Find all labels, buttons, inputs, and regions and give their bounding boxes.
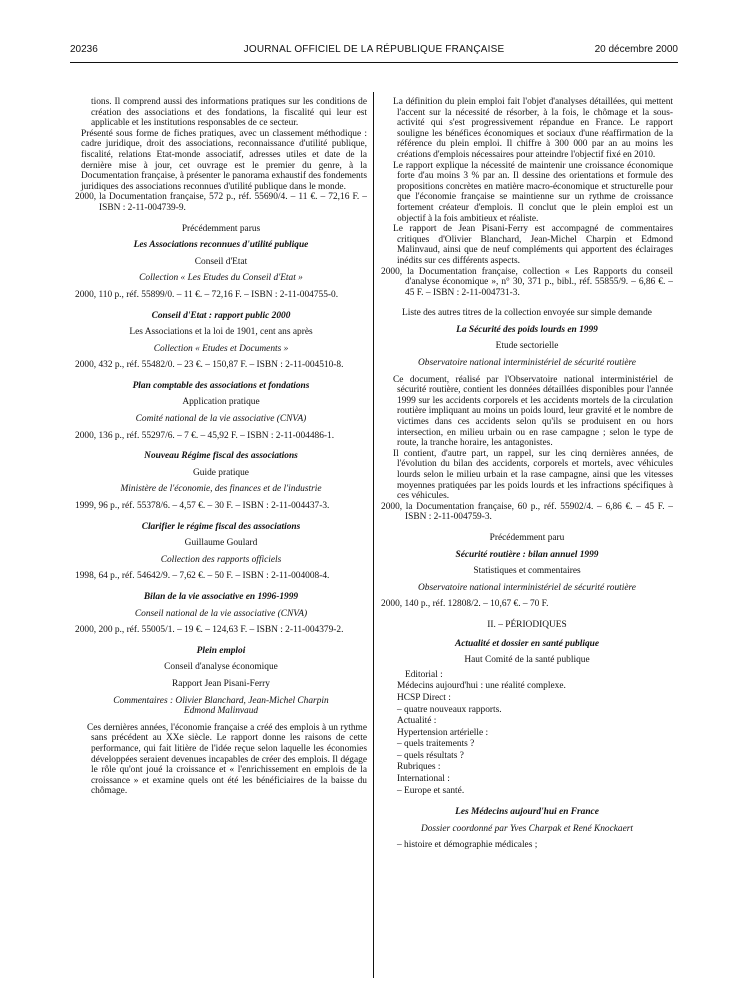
book-author: Guillaume Goulard <box>184 538 258 549</box>
contents-line: – quels traitements ? <box>397 739 475 750</box>
book-title: Les Associations reconnues d'utilité publique <box>133 240 309 251</box>
book-reference: 2000, 110 p., réf. 55899/0. – 11 €. – 72,16 F. – ISBN : 2-11-004755-0. <box>75 289 339 300</box>
contents-line: Editorial : <box>405 669 443 680</box>
book-subtitle: Guide pratique <box>193 467 249 478</box>
intro-paragraph-1: tions. Il comprend aussi des informations pratiques sur les conditions de création des associations et des fondations, la fiscalité qui leur est applicable et les institutions responsables de ce secteur. <box>91 97 367 129</box>
book-collection: Collection « Etudes et Documents » <box>153 343 289 354</box>
book-title: Bilan de la vie associative en 1996-1999 <box>143 592 299 602</box>
book-reference: 2000, 140 p., réf. 12808/2. – 10,67 €. – 70 F. <box>381 599 549 610</box>
contents-line: HCSP Direct : <box>397 692 451 703</box>
precedemment-parus: Précédemment parus <box>181 223 261 234</box>
book-collection: Collection « Les Etudes du Conseil d'Etat » <box>139 273 303 284</box>
book-collection: Collection des rapports officiels <box>160 554 282 565</box>
book-subtitle: Statistiques et commentaires <box>473 566 581 577</box>
dossier-author: Dossier coordonné par Yves Charpak et René Knockaert <box>420 823 634 834</box>
plein-emploi-paragraph-1: La définition du plein emploi fait l'objet d'analyses détaillées, qui mettent l'accent sur la nécessité de résorber, à la fois, le chômage et la sous-activité qui s'est progressivement répandue en France. Le rapport souligne les bénéfices économiques et sociaux d'une réaffirmation de la référence du plein emploi. Il chiffre à 300 000 par an au moins les créations d'emplois nécessaires pour atteindre l'objectif fixé en 2010. <box>393 97 673 160</box>
intro-paragraph-2: Présenté sous forme de fiches pratiques, avec un classement méthodique : cadre juridique, droit des associations, reconnaissance d'utilité publique, fiscalité, relations Etat-monde associatif, adresses utiles et date de la dernière mise à jour, cet ouvrage est le premier du genre, à la Documentation française, à présenter le panorama exhaustif des fondements juridiques des associations reconnues d'utilité publique dans le monde. <box>81 128 367 192</box>
contents-line: – histoire et démographie médicales ; <box>397 840 538 851</box>
page-number: 20236 <box>70 44 98 55</box>
plein-emploi-paragraph-3: Le rapport de Jean Pisani-Ferry est accompagné de commentaires critiques d'Olivier Blanchard, Jean-Michel Charpin et Edmond Malinvaud, ainsi que de neuf compléments qui apportent des éclairages inédits sur ces différents aspects. <box>393 224 673 266</box>
column-divider <box>373 92 374 978</box>
book-title: Nouveau Régime fiscal des associations <box>144 451 298 462</box>
right-column <box>381 97 673 851</box>
book-subtitle: Etude sectorielle <box>495 341 559 352</box>
book-title: Sécurité routière : bilan annuel 1999 <box>455 549 599 560</box>
left-column <box>75 97 367 797</box>
collection-note: Liste des autres titres de la collection envoyée sur simple demande <box>402 308 652 319</box>
book-title: La Sécurité des poids lourds en 1999 <box>456 324 598 335</box>
contents-line: International : <box>397 774 450 785</box>
book-author: Conseil national de la vie associative (CNVA) <box>134 608 308 619</box>
book-reference: 1999, 96 p., réf. 55378/6. – 4,57 €. – 30 F. – ISBN : 2-11-004437-3. <box>75 501 330 512</box>
periodical-contents <box>381 670 673 798</box>
book-rapport: Rapport Jean Pisani-Ferry <box>172 678 270 689</box>
book-title: Plein emploi <box>196 645 246 656</box>
book-title: Conseil d'Etat : rapport public 2000 <box>151 310 291 321</box>
contents-line: Médecins aujourd'hui : une réalité complexe. <box>397 681 566 692</box>
book-description: Ces dernières années, l'économie française a créé des emplois à un rythme sans précédent au XXe siècle. Le rapport donne les raisons de cette performance, qui fait litière de l'idée reçue selon laquelle les économies développées seraient devenues incapables de créer des emplois. Il dégage le rôle qu'ont joué la croissance et « l'enrichissement en emplois de la croissance » et examine quels ont été les bénéficiaires de la baisse du chômage. <box>87 722 367 797</box>
book-author: Observatoire national interministériel de sécurité routière <box>418 358 636 369</box>
dossier-title: Les Médecins aujourd'hui en France <box>455 807 599 818</box>
book-reference: 1998, 64 p., réf. 54642/9. – 7,62 €. – 50 F. – ISBN : 2-11-004008-4. <box>75 571 330 582</box>
issue-date: 20 décembre 2000 <box>594 44 678 55</box>
intro-reference: 2000, la Documentation française, 572 p., réf. 55690/4. – 11 €. – 72,16 F. – ISBN : 2-11-004739-9. <box>75 192 367 213</box>
book-description: Il contient, d'autre part, un rappel, sur les cinq dernières années, de l'évolution du bilan des accidents, corporels et mortels, avec véhicules lourds selon le milieu urbain et la rase campagne, ainsi que les vitesses moyennes pratiquées par les poids lourds et les infractions spécifiques à ces véhicules. <box>393 448 673 502</box>
precedemment-paru: Précédemment paru <box>489 532 565 543</box>
book-author: Comité national de la vie associative (CNVA) <box>135 414 307 425</box>
book-description: Ce document, réalisé par l'Observatoire national interministériel de sécurité routière, contient les données détaillées disponibles pour l'année 1999 sur les accidents corporels et les accidents mortels de la circulation routière impliquant au moins un poids lourd, leur gravité et le nombre de victimes dans ces accidents selon qu'ils se produisent en ou hors intersection, en milieu urbain ou en rase campagne ; selon le type de route, la tranche horaire, les antagonistes. <box>393 374 673 449</box>
plein-emploi-paragraph-2: Le rapport explique la nécessité de maintenir une croissance économique forte d'au moins 3 % par an. Il dessine des orientations et formule des propositions concrètes en matière macro-économique et structurelle pour que l'économie française se maintienne sur un rythme de croissance fortement créateur d'emplois. Il conclut que le plein emploi est un objectif à la fois ambitieux et réaliste. <box>393 160 673 224</box>
contents-line: – quels résultats ? <box>397 750 464 761</box>
contents-line: Rubriques : <box>397 762 441 773</box>
header-rule <box>70 62 678 63</box>
page-header <box>70 44 678 60</box>
book-subtitle: Application pratique <box>182 397 260 408</box>
book-commentaires: Commentaires : Olivier Blanchard, Jean-Michel Charpin Edmond Malinvaud <box>113 695 329 717</box>
plein-emploi-reference: 2000, la Documentation française, collection « Les Rapports du conseil d'analyse économique », n° 30, 371 p., bibl., réf. 55855/9. – 6,86 €. – 45 F. – ISBN : 2-11-004731-3. <box>381 266 673 298</box>
contents-line: Hypertension artérielle : <box>397 727 489 738</box>
contents-line: Actualité : <box>397 716 437 727</box>
book-title: Clarifier le régime fiscal des associations <box>141 521 301 532</box>
book-author: Conseil d'Etat <box>194 256 248 267</box>
book-author: Ministère de l'économie, des finances et de l'industrie <box>120 484 322 495</box>
book-author: Observatoire national interministériel de sécurité routière <box>418 582 636 593</box>
periodical-author: Haut Comité de la santé publique <box>464 655 590 666</box>
book-title: Plan comptable des associations et fondations <box>132 380 310 391</box>
journal-title: JOURNAL OFFICIEL DE LA RÉPUBLIQUE FRANÇAISE <box>243 44 505 55</box>
section-heading: II. – PÉRIODIQUES <box>487 619 567 630</box>
contents-line: – quatre nouveaux rapports. <box>397 704 502 715</box>
contents-line: – Europe et santé. <box>397 785 465 796</box>
book-reference: 2000, 136 p., réf. 55297/6. – 7 €. – 45,92 F. – ISBN : 2-11-004486-1. <box>75 430 335 441</box>
book-reference: 2000, 200 p., réf. 55005/1. – 19 €. – 124,63 F. – ISBN : 2-11-004379-2. <box>75 625 344 636</box>
periodical-title: Actualité et dossier en santé publique <box>454 638 600 649</box>
book-author: Conseil d'analyse économique <box>164 662 278 673</box>
book-reference: 2000, la Documentation française, 60 p., réf. 55902/4. – 6,86 €. – 45 F. – ISBN : 2-11-004759-3. <box>381 501 673 523</box>
book-subtitle: Les Associations et la loi de 1901, cent ans après <box>129 327 313 338</box>
book-reference: 2000, 432 p., réf. 55482/0. – 23 €. – 150,87 F. – ISBN : 2-11-004510-8. <box>75 360 344 371</box>
